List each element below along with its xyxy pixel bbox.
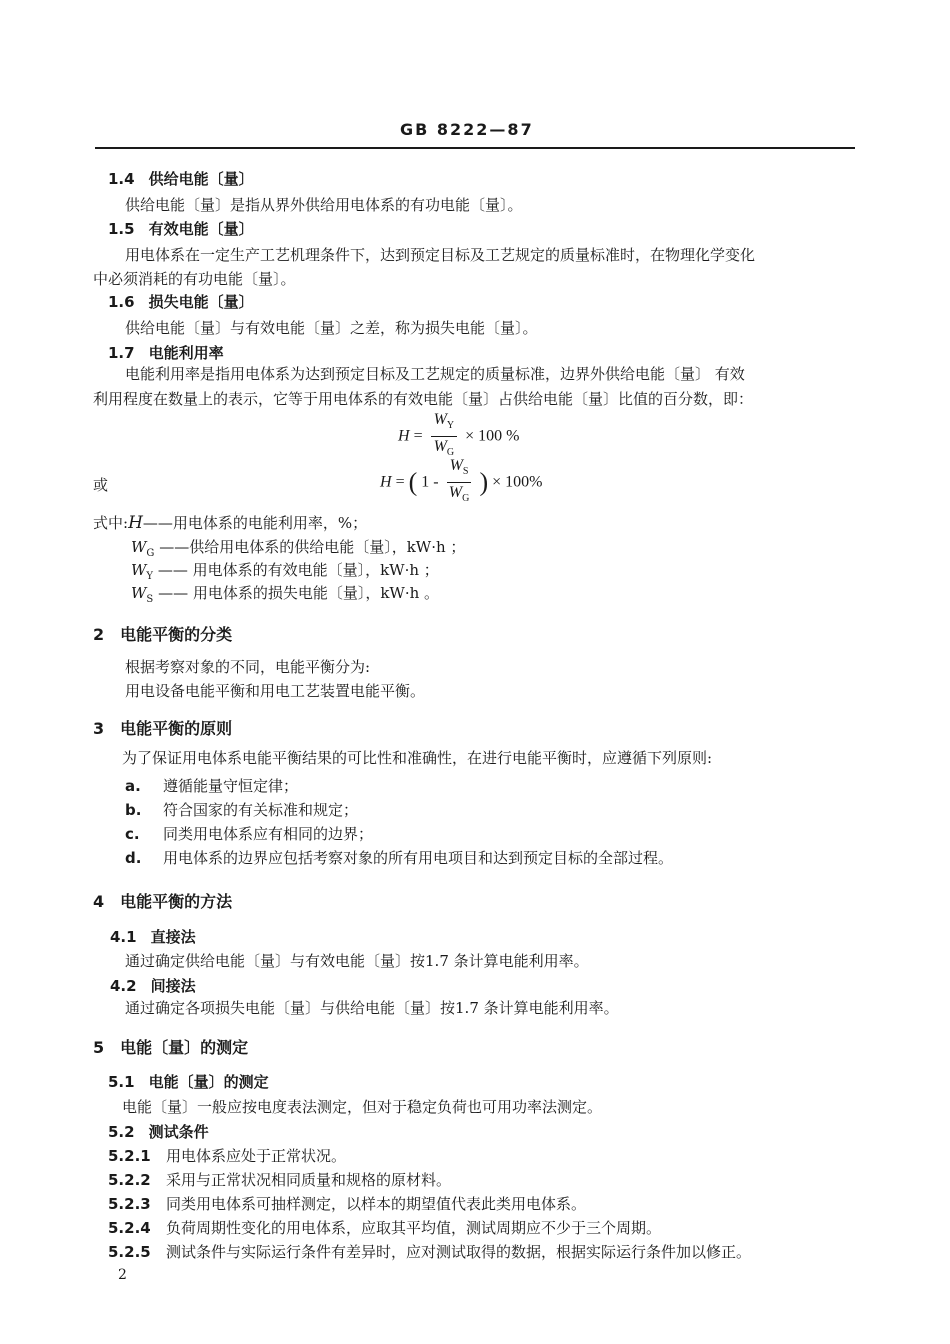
section-title: 直接法 <box>150 928 196 946</box>
section-4-2-body: 通过确定各项损失电能〔量〕与供给电能〔量〕按1.7 条计算电能利用率。 <box>125 999 619 1017</box>
fraction-numerator: $W_Y$ <box>431 410 458 437</box>
or-word: 或 <box>93 476 109 494</box>
section-number: 2 <box>93 625 105 644</box>
section-1-5-heading <box>108 218 254 239</box>
section-number: 1.7 <box>108 344 135 362</box>
formula-open-paren: ( <box>408 467 418 497</box>
clause-5-2-4 <box>108 1217 661 1238</box>
formula-tail: × 100 % <box>465 427 520 445</box>
section-1-5-body-line1: 用电体系在一定生产工艺机理条件下，达到预定目标及工艺规定的质量标准时，在物理化学变化 <box>125 246 756 264</box>
formula-one-minus: 1 - <box>421 473 439 491</box>
formula-equals: = <box>413 427 423 445</box>
where-line-1 <box>93 512 367 533</box>
formula-utilization-2 <box>380 456 543 509</box>
section-number: 3 <box>93 719 105 738</box>
formula-equals: = <box>395 473 405 491</box>
page-number: 2 <box>118 1267 127 1283</box>
section-title: 电能平衡的原则 <box>120 719 233 738</box>
where-label: 式中: <box>93 514 129 532</box>
where-symbol: W <box>131 538 147 556</box>
formula-lhs: H <box>398 427 410 445</box>
clause-number: 5.2.5 <box>108 1243 151 1261</box>
fraction-denominator: $W_G$ <box>448 484 470 505</box>
section-title: 电能〔量〕的测定 <box>120 1038 249 1057</box>
clause-5-2-5 <box>108 1241 751 1262</box>
principle-item-a <box>125 775 298 796</box>
clause-text: 同类用电体系可抽样测定，以样本的期望值代表此类用电体系。 <box>166 1195 587 1213</box>
clause-text: 用电体系应处于正常状况。 <box>166 1147 347 1165</box>
section-title: 电能〔量〕的测定 <box>148 1073 269 1091</box>
section-title: 有效电能〔量〕 <box>148 220 254 238</box>
clause-5-2-2 <box>108 1169 451 1190</box>
clause-number: 5.2.2 <box>108 1171 151 1189</box>
section-4-2-heading <box>110 975 196 996</box>
section-1-7-heading <box>108 342 224 363</box>
section-5-heading <box>93 1035 248 1058</box>
clause-number: 5.2.3 <box>108 1195 151 1213</box>
header-rule <box>95 147 855 149</box>
section-title: 损失电能〔量〕 <box>148 293 254 311</box>
section-5-1-body: 电能〔量〕一般应按电度表法测定，但对于稳定负荷也可用功率法测定。 <box>122 1098 603 1116</box>
where-line-4: $W_S$ —— 用电体系的损失电能〔量〕，kW·h 。 <box>131 584 440 605</box>
clause-number: 5.2.4 <box>108 1219 151 1237</box>
section-1-5-body-line2: 中必须消耗的有功电能〔量〕。 <box>93 270 296 288</box>
clause-5-2-3 <box>108 1193 586 1214</box>
section-4-1-body: 通过确定供给电能〔量〕与有效电能〔量〕按1.7 条计算电能利用率。 <box>125 952 589 970</box>
formula-tail: × 100% <box>492 473 543 491</box>
section-title: 间接法 <box>150 977 196 995</box>
section-title: 电能利用率 <box>148 344 224 362</box>
item-label: d. <box>125 849 142 867</box>
item-label: a. <box>125 777 141 795</box>
section-2-body-line1: 根据考察对象的不同，电能平衡分为: <box>125 658 371 676</box>
formula-lhs: H <box>380 473 392 491</box>
fraction-denominator: $W_G$ <box>433 438 455 459</box>
clause-text: 测试条件与实际运行条件有差异时，应对测试取得的数据，根据实际运行条件加以修正。 <box>166 1243 752 1261</box>
section-4-heading <box>93 889 232 912</box>
section-number: 4.2 <box>110 977 137 995</box>
where-description: ——用电体系的电能利用率，%； <box>142 514 368 532</box>
section-title: 供给电能〔量〕 <box>148 170 254 188</box>
clause-text: 负荷周期性变化的用电体系，应取其平均值，测试周期应不少于三个周期。 <box>166 1219 662 1237</box>
section-1-6-heading <box>108 291 254 312</box>
section-2-body-line2: 用电设备电能平衡和用电工艺装置电能平衡。 <box>125 682 426 700</box>
section-title: 测试条件 <box>148 1123 209 1141</box>
item-label: c. <box>125 825 140 843</box>
where-symbol: W <box>131 561 147 579</box>
where-description: —— 用电体系的损失电能〔量〕，kW·h 。 <box>158 584 440 602</box>
section-title: 电能平衡的分类 <box>120 625 233 644</box>
section-number: 5.1 <box>108 1073 135 1091</box>
section-title: 电能平衡的方法 <box>120 892 233 911</box>
formula-fraction <box>447 456 472 509</box>
item-text: 同类用电体系应有相同的边界； <box>163 825 374 843</box>
item-label: b. <box>125 801 142 819</box>
section-3-intro: 为了保证用电体系电能平衡结果的可比性和准确性，在进行电能平衡时，应遵循下列原则: <box>122 749 713 767</box>
section-1-4-body: 供给电能〔量〕是指从界外供给用电体系的有功电能〔量〕。 <box>125 196 523 214</box>
item-text: 遵循能量守恒定律； <box>163 777 299 795</box>
principle-item-b <box>125 799 358 820</box>
section-number: 1.6 <box>108 293 135 311</box>
where-symbol: W <box>131 584 147 602</box>
section-1-7-body-line1: 电能利用率是指用电体系为达到预定目标及工艺规定的质量标准，边界外供给电能〔量〕 有效 <box>125 365 745 383</box>
where-symbol: H <box>128 513 143 533</box>
where-line-2: $W_G$ ——供给用电体系的供给电能〔量〕，kW·h ； <box>131 538 466 559</box>
clause-number: 5.2.1 <box>108 1147 151 1165</box>
section-number: 4.1 <box>110 928 137 946</box>
section-2-heading <box>93 622 232 645</box>
section-number: 5 <box>93 1038 105 1057</box>
where-description: ——供给用电体系的供给电能〔量〕，kW·h ； <box>159 538 466 556</box>
fraction-numerator: $W_S$ <box>447 456 472 483</box>
item-text: 符合国家的有关标准和规定； <box>163 801 359 819</box>
where-line-3: $W_Y$ —— 用电体系的有效电能〔量〕，kW·h ； <box>131 561 439 582</box>
section-4-1-heading <box>110 926 196 947</box>
section-number: 1.5 <box>108 220 135 238</box>
section-3-heading <box>93 716 232 739</box>
standard-header: GB 8222—87 <box>400 120 534 139</box>
section-number: 5.2 <box>108 1123 135 1141</box>
section-number: 1.4 <box>108 170 135 188</box>
section-number: 4 <box>93 892 105 911</box>
formula-close-paren: ) <box>479 467 489 497</box>
clause-5-2-1 <box>108 1145 346 1166</box>
principle-item-d <box>125 847 673 868</box>
section-5-1-heading <box>108 1071 269 1092</box>
section-1-6-body: 供给电能〔量〕与有效电能〔量〕之差，称为损失电能〔量〕。 <box>125 319 538 337</box>
where-description: —— 用电体系的有效电能〔量〕，kW·h ； <box>157 561 439 579</box>
section-1-4-heading <box>108 168 254 189</box>
clause-text: 采用与正常状况相同质量和规格的原材料。 <box>166 1171 452 1189</box>
item-text: 用电体系的边界应包括考察对象的所有用电项目和达到预定目标的全部过程。 <box>163 849 674 867</box>
section-5-2-heading <box>108 1121 209 1142</box>
section-1-7-body-line2: 利用程度在数量上的表示，它等于用电体系的有效电能〔量〕占供给电能〔量〕比值的百分数，即： <box>93 390 754 408</box>
principle-item-c <box>125 823 373 844</box>
